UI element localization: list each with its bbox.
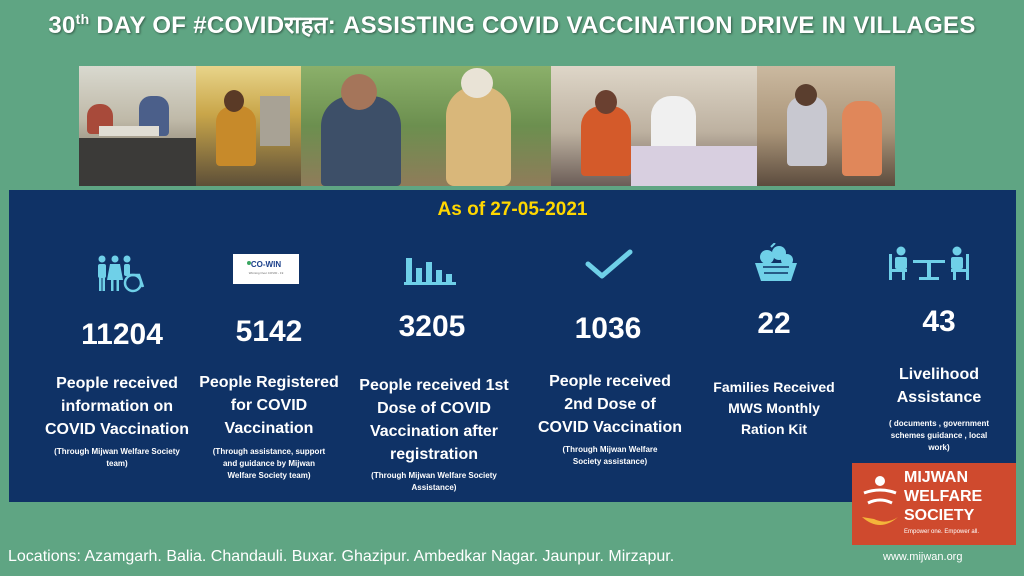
bar-chart-icon [404,252,456,286]
locations-footer: Locations: Azamgarh. Balia. Chandauli. Buxar. Ghazipur. Ambedkar Nagar. Jaunpur. Mirzapur. [8,548,675,565]
meeting-table-icon [887,246,971,282]
stat-label-ration: Families Received MWS Monthly Ration Kit [713,379,835,437]
photo-3 [301,66,551,186]
stat-value-info: 11204 [81,318,163,351]
stat-value-dose2: 1036 [574,312,642,345]
stat-value-dose1: 3205 [398,310,466,343]
logo-line3: SOCIETY [904,507,975,524]
website-link[interactable]: www.mijwan.org [883,551,963,563]
stat-value-ration: 22 [757,307,791,340]
logo-figure-icon [858,473,902,535]
stat-label-dose1: People received 1st Dose of COVID Vaccination after registration [359,377,509,463]
stat-label-dose2: People received 2nd Dose of COVID Vaccination [537,373,683,436]
stat-label-info: People received information on COVID Vaccination [44,375,190,438]
logo-tagline: Empower one. Empower all. [904,529,980,535]
people-wheelchair-icon [95,255,147,293]
stat-note-dose2: (Through Mijwan Welfare Society assistance) [562,445,658,466]
photo-5 [757,66,895,186]
as-of-date: As of 27-05-2021 [437,199,588,220]
page-title: 30th DAY OF #COVIDराहत: ASSISTING COVID VACCINATION DRIVE IN VILLAGES [48,11,976,39]
fruit-basket-icon [753,243,799,283]
photo-4 [551,66,757,186]
photo-2 [196,66,301,186]
stat-value-registered: 5142 [235,315,303,348]
stat-value-livelihood: 43 [922,305,956,338]
stat-label-livelihood: Livelihood Assistance [896,366,982,406]
logo-line2: WELFARE [904,488,983,505]
mijwan-logo [852,463,1016,545]
stat-note-info: (Through Mijwan Welfare Society team) [54,447,180,468]
cowin-logo: CO-WIN Winning Over COVID - 19 [233,254,299,284]
checkmark-icon [584,248,634,280]
stat-label-registered: People Registered for COVID Vaccination [199,374,339,437]
logo-line1: MIJWAN [904,469,968,486]
photo-1 [79,66,196,186]
stat-note-livelihood: ( documents , government schemes guidance , local work) [888,419,989,452]
photo-strip [79,66,895,186]
stat-note-registered: (Through assistance, support and guidance by Mijwan Welfare Society team) [212,447,326,480]
stat-note-dose1: (Through Mijwan Welfare Society Assistance) [371,471,497,492]
stats-panel [9,190,1016,502]
